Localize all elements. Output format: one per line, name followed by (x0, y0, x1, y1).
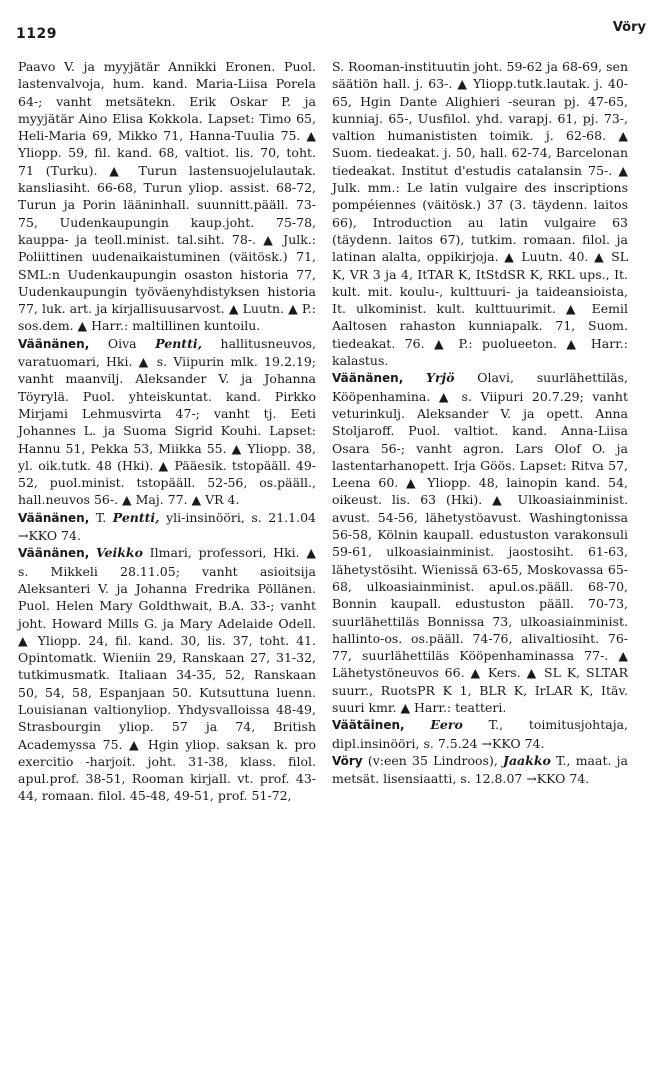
entry-vaananen-t-pentti (18, 509, 316, 545)
entry-body: Ilmari, professori, Hki. ▲ s. Mikkeli 28.11.05; vanht asioitsija Aleksanteri V. ja Johanna Fredrika Pöllänen. Puol. Helen Mary Goldthwait, B.A. 33-; vanht joht. Howard Mills G. ja Mary Adelaide Odell. ▲ Yliopp. 24, fil. kand. 30, lis. 37, toht. 41. Opintomatk. Wieniin 29, Ranskaan 27, 31-32, tutkimusmatk. Italiaan 34-35, 52, Ranskaan 50, 54, 58, Espanjaan 50. Kutsuttuna luenn. Louisianan valtionyliop. Yhdysvalloissa 48-49, Strasbourgin yliop. 57 ja 74, British Academyssa 75. ▲ Hgin yliop. saksan k. pro exercitio -harjoit. joht. 31-38, klass. filol. apul.prof. 38-51, Rooman kirjall. vt. prof. 43-44, romaan. filol. 45-48, 49-51, prof. 51-72, (18, 545, 316, 804)
entry-first-name: Pentti, (112, 509, 160, 525)
entry-first-name: Eero (430, 717, 463, 733)
entry-surname: Väänänen, (18, 510, 90, 525)
entry-body: Olavi, suurlähettiläs, Kööpenhamina. ▲ s. Viipuri 20.7.29; vanht veturinkulj. Aleksander V. ja opett. Anna Stoljaroff. Puol. valtiot. kand. Anna-Liisa Osara 56-; vanht agron. Lars Olof O. ja lastentarhanopett. Irja Göös. Lapset: Ritva 57, Leena 60. ▲ Yliopp. 48, lainopin kand. 54, oikeust. lis. 63 (Hki). ▲ Ulkoasiainminist. avust. 54-56, lähetystöavust. Washingtonissa 56-58, Kölnin kaupall. edustuston varakonsuli 59-61, ulkoasiainminist. jaostosiht. 61-63, lähetystösiht. Wienissä 63-65, Moskovassa 65-68, ulkoasiainminist. apul.os.pääll. 68-70, Bonnin kaupall. edustuston pääll. 70-73, suurlähettiläs Bonnissa 73, ulkoasiainminist. hallinto-os. os.pääll. 74-76, alivaltiosiht. 76-77, suurlähettiläs Kööpenhaminassa 77-. ▲ Lähetystöneuvos 66. ▲ Kers. ▲ SL K, SLTAR suurr., RuotsPR K 1, BLR K, IrLAR K, Itäv. suuri kmr. ▲ Harr.: teatteri. (332, 370, 628, 715)
entry-first-name: Veikko (96, 545, 143, 561)
running-head: Vöry (612, 20, 646, 35)
entry-body: hallitusneuvos, varatuomari, Hki. ▲ s. Viipurin mlk. 19.2.19; vanht maanvilj. Aleksander V. ja Johanna Töyrylä. Puol. yhteiskuntat. kand. Pirkko Mirjami Lehmusvirta 47-; vanht tj. Eeti Johannes L. ja Suoma Sigrid Kouhi. Lapset: Hannu 51, Pekka 53, Miikka 55. ▲ Yliopp. 38, yl. oik.tutk. 48 (Hki). ▲ Pääesik. tstopääll. 49-52, puol.minist. tstopääll. 52-56, os.pääll., hall.neuvos 56-. ▲ Maj. 77. ▲ VR 4. (18, 335, 316, 508)
entry-vaananen-veikko (18, 544, 316, 804)
page-number: 1129 (16, 26, 57, 42)
entry-first-name: Yrjö (426, 370, 455, 386)
entry-name-sep: (v:een 35 Lindroos), (362, 752, 504, 768)
entry-first-name: Pentti, (155, 335, 202, 351)
right-column (332, 58, 628, 787)
entry-vaatainen-eero (332, 716, 628, 752)
entry-body: S. Rooman-instituutin joht. 59-62 ja 68-69, sen säätiön hall. j. 63-. ▲ Yliopp.tutk.lautak. j. 40-65, Hgin Dante Alighieri -seuran pj. 47-65, kunniaj. 65-, Uusfilol. yhd. varapj. 61, pj. 73-, valtion humanististen toimik. j. 62-68. ▲ Suom. tiedeakat. j. 50, hall. 62-74, Barcelonan tiedeakat. Institut d'estudis catalansin 75-. ▲ Julk. mm.: Le latin vulgaire des inscriptions pompéiennes (väitösk.) 37 (3. täydenn. laitos 66), Introduction au latin vulgaire 63 (täydenn. laitos 67), tutkim. romaan. filol. ja latinan alalta, oppikirjoja. ▲ Luutn. 40. ▲ SL K, VR 3 ja 4, ItTAR K, ItStdSR K, RKL ups., It. kult. mit. koulu-, kulttuuri- ja taideansioista, It. ulkominist. kult. kulttuurimit. ▲ Eemil Aaltosen rahaston kunniapalk. 71, Suom. tiedeakat. 76. ▲ P.: puolueeton. ▲ Harr.: kalastus. (332, 59, 628, 369)
entry-name-sep: T. (89, 509, 113, 525)
entry-body: yli-insinööri, s. 21.1.04 →KKO 74. (18, 509, 317, 544)
entry-name-sep: Oiva (89, 335, 156, 351)
left-column (18, 58, 316, 805)
entry-continuation (18, 58, 316, 335)
entry-continuation (332, 58, 628, 369)
entry-name-sep (403, 370, 426, 385)
entry-body: Paavo V. ja myyjätär Annikki Eronen. Puol. lastenvalvoja, hum. kand. Maria-Liisa Porela 64-; vanht metsätekn. Erik Oskar P. ja myyjätär Aino Elisa Kokkola. Lapset: Timo 65, Heli-Maria 69, Mikko 71, Hanna-Tuulia 75. ▲ Yliopp. 59, fil. kand. 68, valtiot. lis. 70, toht. 71 (Turku). ▲ Turun lastensuojelulautak. kansliasiht. 66-68, Turun yliop. assist. 68-72, Turun ja Porin lääninhall. suunnitt.pääll. 73-75, Uudenkaupungin kaup.joht. 75-78, kauppa- ja teoll.minist. tal.siht. 78-. ▲ Julk.: Poliittinen uudenaikaistuminen (väitösk.) 71, SML:n Uudenkaupungin osaston historia 77, Uudenkaupungin työväenyhdistyksen historia 77, luk. art. ja kirjallisuusarvost. ▲ Luutn. ▲ P.: sos.dem. ▲ Harr.: maltillinen kuntoilu. (18, 59, 316, 334)
entry-surname: Väänänen, (18, 546, 90, 561)
entry-body: T., toimitusjohtaja, dipl.insinööri, s. 7.5.24 →KKO 74. (332, 717, 628, 751)
entry-vaananen-yrjo (332, 369, 628, 716)
entry-name-sep (405, 717, 431, 732)
entry-body: T., maat. ja metsät. lisensiaatti, s. 12.8.07 →KKO 74. (332, 752, 629, 787)
entry-surname: Väänänen, (332, 371, 404, 386)
entry-vaananen-oiva-pentti (18, 335, 316, 509)
entry-surname: Väätäinen, (332, 718, 405, 733)
entry-surname: Väänänen, (18, 336, 90, 351)
entry-first-name: Jaakko (503, 752, 551, 768)
entry-name-sep (89, 545, 96, 560)
entry-vory-jaakko (332, 752, 628, 788)
entry-surname: Vöry (332, 753, 363, 768)
